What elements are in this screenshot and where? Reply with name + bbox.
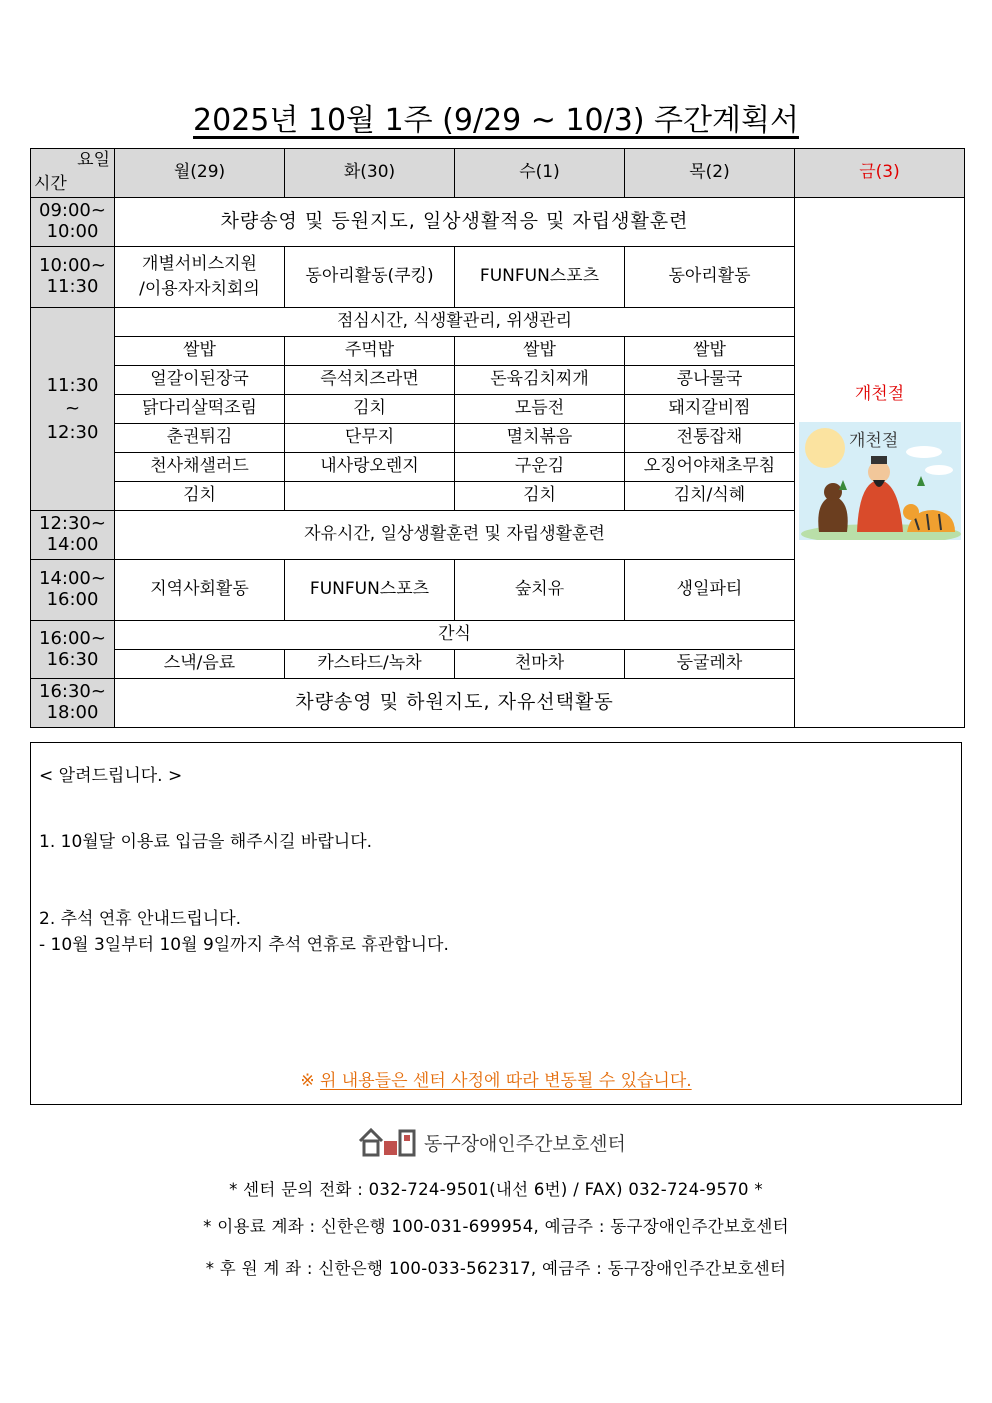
time-cell: 16:30~ 18:00 [31,679,115,728]
notice-heading: < 알려드립니다. > [39,766,183,786]
notice-item-2: 2. 추석 연휴 안내드립니다. [39,909,242,929]
menu-cell: 쌀밥 [455,337,625,366]
notice-item-2-detail: - 10월 3일부터 10월 9일까지 추석 연휴로 휴관합니다. [39,935,449,955]
time-cell: 12:30~ 14:00 [31,511,115,560]
menu-cell: 전통잡채 [625,424,795,453]
menu-cell: 돈육김치찌개 [455,366,625,395]
fee-account: * 이용료 계좌 : 신한은행 100-031-699954, 예금주 : 동구장애인주간보호센터 [203,1217,789,1236]
change-warning [0,1066,992,1091]
snack-title-cell: 간식 [115,621,795,650]
morning-wed: FUNFUN스포츠 [455,247,625,308]
snack-mon: 스낵/음료 [115,650,285,679]
notice-item-1: 1. 10월달 이용료 입금을 해주시길 바랍니다. [39,832,373,852]
day-header-thu: 목(2) [625,149,795,198]
friday-holiday-label: 개천절 [854,383,905,404]
menu-cell: 춘권튀김 [115,424,285,453]
row-commute-in [31,198,965,247]
friday-holiday-cell [795,198,965,728]
menu-cell: 얼갈이된장국 [115,366,285,395]
morning-tue: 동아리활동(쿠킹) [285,247,455,308]
menu-cell: 쌀밥 [625,337,795,366]
snack-thu: 둥굴레차 [625,650,795,679]
menu-cell: 주먹밥 [285,337,455,366]
menu-cell: 모듬전 [455,395,625,424]
center-logo [358,1125,626,1159]
contact-phone: * 센터 문의 전화 : 032-724-9501(내선 6번) / FAX) 032-724-9570 * [229,1180,763,1199]
time-cell: 16:00~ 16:30 [31,621,115,679]
menu-cell: 돼지갈비찜 [625,395,795,424]
menu-cell: 김치 [285,395,455,424]
menu-cell: 김치/식혜 [625,482,795,511]
day-header-tue: 화(30) [285,149,455,198]
menu-cell: 내사랑오렌지 [285,453,455,482]
afternoon-mon: 지역사회활동 [115,560,285,621]
menu-cell [285,482,455,511]
afternoon-wed: 숲치유 [455,560,625,621]
donation-account: * 후 원 계 좌 : 신한은행 100-033-562317, 예금주 : 동구장애인주간보호센터 [205,1259,787,1278]
snack-tue: 카스타드/녹차 [285,650,455,679]
menu-cell: 김치 [455,482,625,511]
page-title [0,95,992,139]
gaecheonjeol-illustration [799,422,961,540]
menu-cell: 콩나물국 [625,366,795,395]
menu-cell: 김치 [115,482,285,511]
corner-cell [31,149,115,198]
illustration-title: 개천절 [848,431,898,452]
menu-cell: 단무지 [285,424,455,453]
commute-in-cell: 차량송영 및 등원지도, 일상생활적응 및 자립생활훈련 [115,198,795,247]
title-text: 2025년 10월 1주 (9/29 ~ 10/3) 주간계획서 [193,103,799,138]
time-cell: 11:30 ~ 12:30 [31,308,115,511]
commute-out-cell: 차량송영 및 하원지도, 자유선택활동 [115,679,795,728]
day-header-wed: 수(1) [455,149,625,198]
morning-thu: 동아리활동 [625,247,795,308]
day-header-mon: 월(29) [115,149,285,198]
time-cell: 09:00~ 10:00 [31,198,115,247]
menu-cell: 쌀밥 [115,337,285,366]
corner-time-label: 시간 [34,174,67,195]
center-name: 동구장애인주간보호센터 [424,1132,626,1155]
time-cell: 10:00~ 11:30 [31,247,115,308]
menu-cell: 천사채샐러드 [115,453,285,482]
header-row [31,149,965,198]
lunch-title-cell: 점심시간, 식생활관리, 위생관리 [115,308,795,337]
corner-day-label: 요일 [77,150,110,170]
time-cell: 14:00~ 16:00 [31,560,115,621]
menu-cell: 즉석치즈라면 [285,366,455,395]
morning-mon: 개별서비스지원 /이용자자치회의 [115,247,285,308]
center-logo-icon [358,1127,418,1157]
menu-cell: 닭다리살떡조림 [115,395,285,424]
menu-cell: 오징어야채초무침 [625,453,795,482]
afternoon-thu: 생일파티 [625,560,795,621]
notice-box [30,742,962,1105]
warning-text: 위 내용들은 센터 사정에 따라 변동될 수 있습니다. [319,1071,692,1091]
warning-mark: ※ [300,1071,315,1091]
snack-wed: 천마차 [455,650,625,679]
menu-cell: 구운김 [455,453,625,482]
day-header-fri: 금(3) [795,149,965,198]
menu-cell: 멸치볶음 [455,424,625,453]
weekly-schedule-table [30,148,965,728]
free-time-cell: 자유시간, 일상생활훈련 및 자립생활훈련 [115,511,795,560]
afternoon-tue: FUNFUN스포츠 [285,560,455,621]
